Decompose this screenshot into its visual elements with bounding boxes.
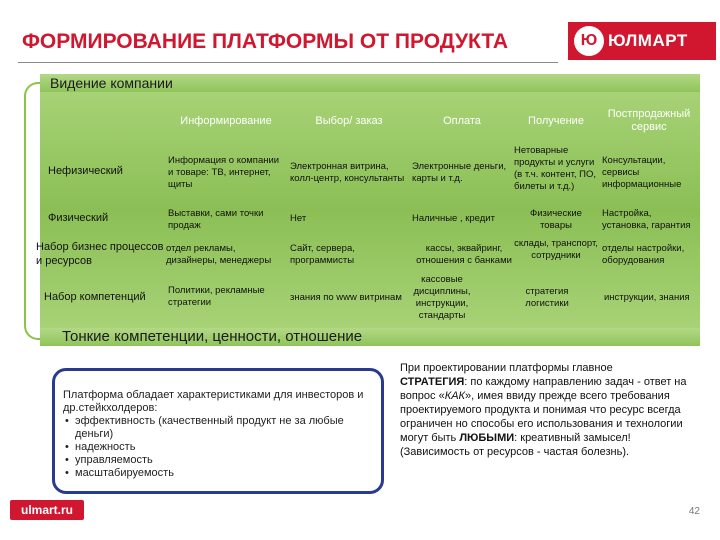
title-divider — [18, 62, 558, 63]
logo-text: ЮЛМАРТ — [608, 31, 688, 50]
page-number: 42 — [688, 506, 700, 517]
text-run: : по каждому направлению задач - ответ на вопрос « — [400, 376, 687, 402]
column-header: Получение — [528, 114, 584, 127]
table-cell: стратегия логистики — [525, 286, 569, 309]
table-cell: Политики, рекламные стратегии — [168, 285, 265, 308]
list-item: • эффективность (качественный продукт не за любые деньги) — [63, 415, 373, 441]
table-cell: кассовые дисциплины, инструкции, стандарты — [413, 274, 471, 321]
table-cell: знания по www витринам — [290, 292, 402, 303]
platform-characteristics-box — [52, 368, 384, 494]
strategy-paragraph — [400, 361, 700, 459]
table-cell: Наличные , кредит — [412, 213, 495, 224]
vision-band: Видение компании — [40, 74, 700, 92]
table-cell: инструкции, знания — [604, 292, 690, 303]
characteristics-list — [63, 415, 373, 480]
text-run: », имея ввиду прежде всего требования проектируемого продукта и понимая что ресурс всегда ограничен но способы его использования и технологии могут быть — [400, 390, 683, 444]
row-label: Набор бизнес процессов и ресурсов — [36, 241, 164, 267]
competence-band: Тонкие компетенции, ценности, отношение — [40, 328, 700, 346]
row-label: Нефизический — [48, 165, 123, 177]
table-cell: Сайт, сервера, программисты — [290, 243, 355, 266]
loved-emphasis: ЛЮБЫМИ — [459, 432, 515, 444]
column-header: Информирование — [180, 114, 272, 127]
table-cell: кассы, эквайринг, отношения с банками — [416, 243, 512, 266]
table-cell: Нет — [290, 213, 307, 224]
table-cell: Настройка, установка, гарантия — [602, 208, 691, 231]
list-item: • масштабируемость — [63, 467, 373, 480]
row-label: Физический — [48, 212, 109, 224]
row-label: Набор компетенций — [44, 291, 146, 303]
table-cell: Физические товары — [530, 208, 582, 231]
table-cell: отделы настройки, оборудования — [602, 243, 685, 266]
table-cell: Электронная витрина, колл-центр, консультанты — [290, 161, 405, 184]
table-cell: склады, транспорт, сотрудники — [514, 238, 598, 261]
table-cell: Электронные деньги, карты и т.д. — [412, 161, 507, 184]
column-header: Выбор/ заказ — [315, 114, 383, 127]
how-emphasis: КАК — [444, 390, 466, 402]
list-item: • надежность — [63, 441, 373, 454]
text-run: При проектировании платформы главное — [400, 362, 613, 374]
column-header: Оплата — [443, 114, 481, 127]
brand-logo — [568, 22, 716, 60]
logo-mark-icon: Ю — [574, 26, 604, 56]
text-run: : креативный замысел! (Зависимость от ресурсов - частая болезнь). — [400, 432, 631, 458]
list-item: • управляемость — [63, 454, 373, 467]
table-cell: Выставки, сами точки продаж — [168, 208, 264, 231]
table-cell: отдел рекламы, дизайнеры, менеджеры — [166, 243, 272, 266]
table-cell: Информация о компании и товаре: ТВ, интернет, щиты — [168, 155, 280, 190]
table-cell: Нетоварные продукты и услуги (в т.ч. контент, ПО, билеты и т.д.) — [514, 145, 597, 192]
box-intro: Платформа обладает характеристиками для инвесторов и др.стейкхолдеров: — [63, 389, 364, 414]
table-cell: Консультации, сервисы информационные — [602, 155, 682, 190]
footer-logo: ulmart.ru — [10, 500, 84, 520]
column-header: Постпродажный сервис — [607, 108, 691, 133]
strategy-emphasis: СТРАТЕГИЯ — [400, 376, 465, 388]
slide-title: ФОРМИРОВАНИЕ ПЛАТФОРМЫ ОТ ПРОДУКТА — [22, 30, 509, 53]
